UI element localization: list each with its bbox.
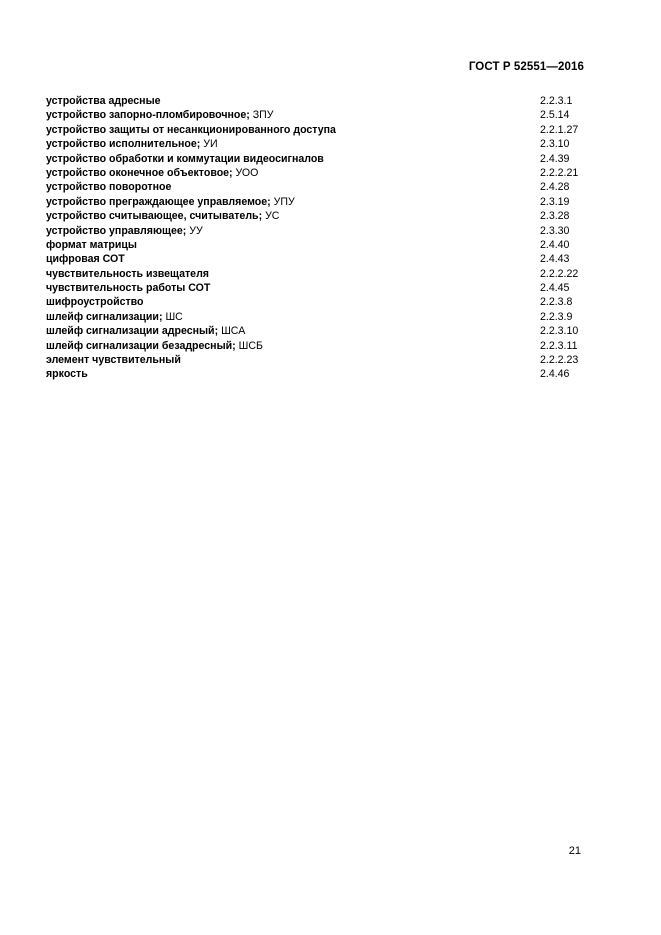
entry-reference: 2.2.3.8 [540,296,573,309]
index-entry [46,195,586,209]
index-entry [46,367,586,381]
entry-term [46,339,263,353]
term-text: устройство оконечное объектовое; [46,166,233,179]
entry-term [46,281,210,295]
entry-reference: 2.3.10 [540,138,570,151]
entry-reference: 2.5.14 [540,109,570,122]
entry-reference: 2.4.46 [540,368,570,381]
term-text: устройства адресные [46,95,161,107]
term-abbreviation: УПУ [273,195,295,208]
entry-term [46,310,183,324]
term-text: устройство управляющее; [46,224,187,237]
index-entry [46,137,586,151]
entry-reference: 2.3.28 [540,210,570,223]
page-number: 21 [568,845,581,857]
term-abbreviation: ЗПУ [252,109,274,122]
entry-term [46,367,88,381]
entry-term [46,195,295,209]
entry-term [46,267,209,281]
entry-term [46,209,279,223]
entry-reference: 2.2.3.1 [540,95,573,107]
entry-reference: 2.2.2.21 [540,166,579,179]
term-text: устройство защиты от несанкционированного доступа [46,123,336,136]
entry-term [46,166,258,180]
term-text: шифроустройство [46,296,144,309]
index-entry [46,152,586,166]
entry-reference: 2.2.2.23 [540,354,579,367]
entry-term [46,324,245,338]
entry-reference: 2.2.3.10 [540,325,579,338]
entry-reference: 2.2.1.27 [540,123,579,136]
index-entry [46,224,586,238]
term-abbreviation: ШСБ [238,339,263,352]
term-text: цифровая СОТ [46,253,125,266]
entry-term [46,137,218,151]
index-entry [46,353,586,367]
term-abbreviation: ШС [165,310,183,323]
term-text: шлейф сигнализации безадресный; [46,339,236,352]
entry-reference: 2.3.19 [540,195,570,208]
term-abbreviation: УС [265,210,280,223]
index-entry [46,252,586,266]
entry-term [46,238,137,252]
index-entry [46,310,586,324]
entry-term [46,295,144,309]
term-text: устройство запорно-пломбировочное; [46,109,250,122]
term-text: чувствительность работы СОТ [46,282,211,295]
entry-reference: 2.3.30 [540,224,570,237]
term-text: яркость [46,368,88,381]
entry-reference: 2.4.43 [540,253,570,266]
index-entry [46,108,586,122]
term-abbreviation: УОО [235,166,259,179]
entry-reference: 2.2.3.11 [540,339,578,352]
document-standard-number: ГОСТ Р 52551—2016 [468,61,584,73]
index-entry [46,209,586,223]
term-text: устройство обработки и коммутации видеосигналов [46,152,324,165]
index-entry [46,238,586,252]
index-entry [46,339,586,353]
index-entry [46,166,586,180]
entry-term [46,252,125,266]
index-entry [46,123,586,137]
entry-term [46,108,274,122]
term-text: элемент чувствительный [46,354,181,367]
index-entry [46,295,586,309]
entry-term [46,152,324,166]
term-text: устройство считывающее, считыватель; [46,210,263,223]
term-text: шлейф сигнализации; [46,310,163,323]
index-entry [46,281,586,295]
index-entry [46,324,586,338]
entry-term [46,123,336,137]
entry-reference: 2.4.28 [540,181,570,194]
term-text: устройство преграждающее управляемое; [46,195,271,208]
entry-term [46,224,203,238]
entry-term [46,353,181,367]
entry-reference: 2.4.45 [540,282,570,295]
entry-reference: 2.2.2.22 [540,267,579,280]
term-abbreviation: ШСА [221,325,246,338]
term-text: шлейф сигнализации адресный; [46,325,219,338]
index-entry [46,180,586,194]
entry-term [46,180,171,194]
term-abbreviation: УУ [189,224,203,237]
entry-reference: 2.2.3.9 [540,310,573,323]
term-abbreviation: УИ [203,138,218,151]
index-entry [46,267,586,281]
term-text: формат матрицы [46,238,137,251]
index-entry [46,94,586,108]
entry-term [46,94,161,108]
term-text: устройство исполнительное; [46,138,201,151]
term-text: чувствительность извещателя [46,267,209,280]
entry-reference: 2.4.40 [540,238,570,251]
term-text: устройство поворотное [46,181,172,194]
entry-reference: 2.4.39 [540,152,570,165]
term-index-list [46,94,586,382]
